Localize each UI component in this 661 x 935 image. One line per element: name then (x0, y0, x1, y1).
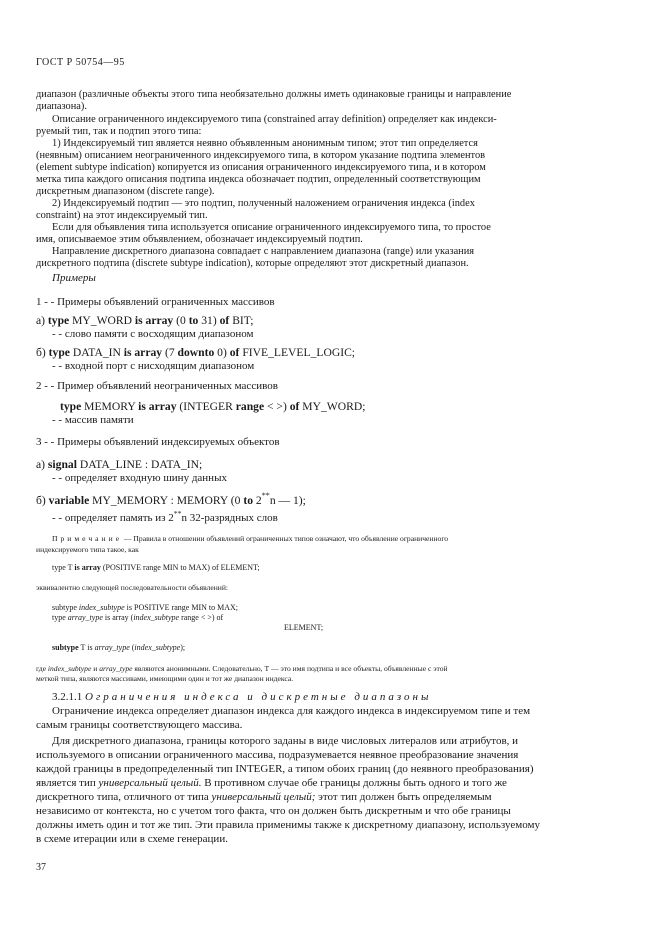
example-variable-code: б) variable MY_MEMORY : MEMORY (0 to 2**n — 1); (36, 491, 306, 507)
para6-line7: должны иметь один и тот же тип. Эти правила применимы также к дискретному диапазону, используемому (36, 819, 540, 831)
note-line1: Примечание — Правила в отношении объявлений ограниченных типов означают, что объявление ограниченного (52, 534, 449, 543)
example-a-code: а) type MY_WORD is array (0 to 31) of BIT; (36, 314, 254, 327)
example-b-comment: - - входной порт с нисходящим диапазоном (52, 360, 255, 372)
para3-line1: Если для объявления типа используется описание ограниченного индексируемого типа, то простое (52, 222, 491, 233)
example-signal-comment: - - определяет входную шину данных (52, 472, 227, 484)
note-where-line1: где index_subtype и array_type являются анонимными. Следовательно, Т — это имя подтипа и все объекты, объявленные с этой (36, 664, 448, 673)
para6-line5: дискретного типа, отличного от типа универсальный целый; этот тип должен быть определяемым (36, 791, 492, 803)
example-b-code: б) type DATA_IN is array (7 downto 0) of FIVE_LEVEL_LOGIC; (36, 346, 356, 359)
para6-line2: используемого в описании ограниченного массива, подразумевается неявное преобразование значения (36, 749, 519, 761)
note-code1: type T is array (POSITIVE range MIN to MAX) of ELEMENT; (52, 563, 260, 572)
para6-line3: каждой границы в предопределенный тип INTEGER, а типом обоих границ (до неявного преобразования) (36, 763, 534, 775)
para4-line2: дискретного подтипа (discrete subtype indication), которые определяют этот дискретный диапазон. (36, 258, 469, 269)
item1-line1: 1) Индексируемый тип является неявно объявленным анонимным типом; этот тип определяется (52, 138, 478, 149)
examples-heading: Примеры (52, 272, 96, 284)
example1-title: 1 - - Примеры объявлений ограниченных массивов (36, 296, 275, 308)
example-memory-code: type MEMORY is array (INTEGER range < >) of MY_WORD; (60, 400, 366, 413)
note-equivalent: эквивалентно следующей последовательности объявлений: (36, 583, 229, 592)
para5-line1: Ограничение индекса определяет диапазон индекса для каждого индекса в индексируемом типе и тем (52, 705, 531, 717)
example2-title: 2 - - Пример объявлений неограниченных массивов (36, 380, 278, 392)
example-variable-comment: - - определяет память из 2**n 32-разрядных слов (52, 509, 278, 524)
para6-line1: Для дискретного диапазона, границы которого заданы в виде числовых литералов или атрибутов, и (52, 735, 519, 747)
example-signal-code: а) signal DATA_LINE : DATA_IN; (36, 458, 203, 471)
example3-title: 3 - - Примеры объявлений индексируемых объектов (36, 436, 280, 448)
note-code3: type array_type is array (index_subtype range < >) of (52, 613, 224, 622)
note-code2: subtype index_subtype is POSITIVE range MIN to MAX; (52, 603, 239, 612)
para1-line1: диапазон (различные объекты этого типа необязательно должны иметь одинаковые границы и направление (36, 89, 512, 100)
para2-line2: руемый тип, так и подтип этого типа: (36, 126, 202, 137)
page-header: ГОСТ Р 50754—95 (36, 57, 125, 68)
item2-line1: 2) Индексируемый подтип — это подтип, полученный наложением ограничения индекса (index (52, 198, 475, 209)
page-number: 37 (36, 862, 46, 873)
note-where-line2: меткой типа, являются массивами, имеющими один и тот же диапазон индекса. (36, 674, 294, 683)
item1-line4: метка типа каждого описания подтипа индекса обозначает подтип, определенный соответствующим (36, 174, 481, 185)
item1-line2: (неявным) описанием неограниченного индексируемого типа, в котором указание подтипа элементов (36, 150, 486, 161)
para1-line2: диапазона). (36, 101, 87, 112)
para3-line2: имя, описываемое этим объявлением, обозначает индексируемый подтип. (36, 234, 363, 245)
example-a-comment: - - слово памяти с восходящим диапазоном (52, 328, 254, 340)
note-line2: индексируемого типа такое, как (36, 545, 139, 554)
para2-line1: Описание ограниченного индексируемого типа (constrained array definition) определяет как индекси- (52, 114, 497, 125)
item2-line2: constraint) на этот индексируемый тип. (36, 210, 208, 221)
item1-line5: дискретным диапазоном (discrete range). (36, 186, 215, 197)
note-code3-continued: ELEMENT; (284, 623, 324, 632)
example-memory-comment: - - массив памяти (52, 414, 134, 426)
para5-line2: самым границы соответствующего массива. (36, 719, 243, 731)
item1-line3: (element subtype indication) копируется из описания ограниченного индексируемого типа, и в котором (36, 162, 486, 173)
para6-line8: в схеме итерации или в схеме генерации. (36, 833, 228, 845)
para6-line6: независимо от контекста, но с учетом того факта, что он должен быть дискретным и что обе границы (36, 805, 511, 817)
note-code4: subtype T is array_type (index_subtype); (52, 643, 186, 652)
para4-line1: Направление дискретного диапазона совпадает с направлением диапазона (range) или указания (52, 246, 475, 257)
para6-line4: является тип универсальный целый. В противном случае обе границы должны быть одного и того же (36, 777, 507, 789)
section-heading: 3.2.1.1 Ограничения индекса и дискретные диапазоны (52, 691, 432, 703)
